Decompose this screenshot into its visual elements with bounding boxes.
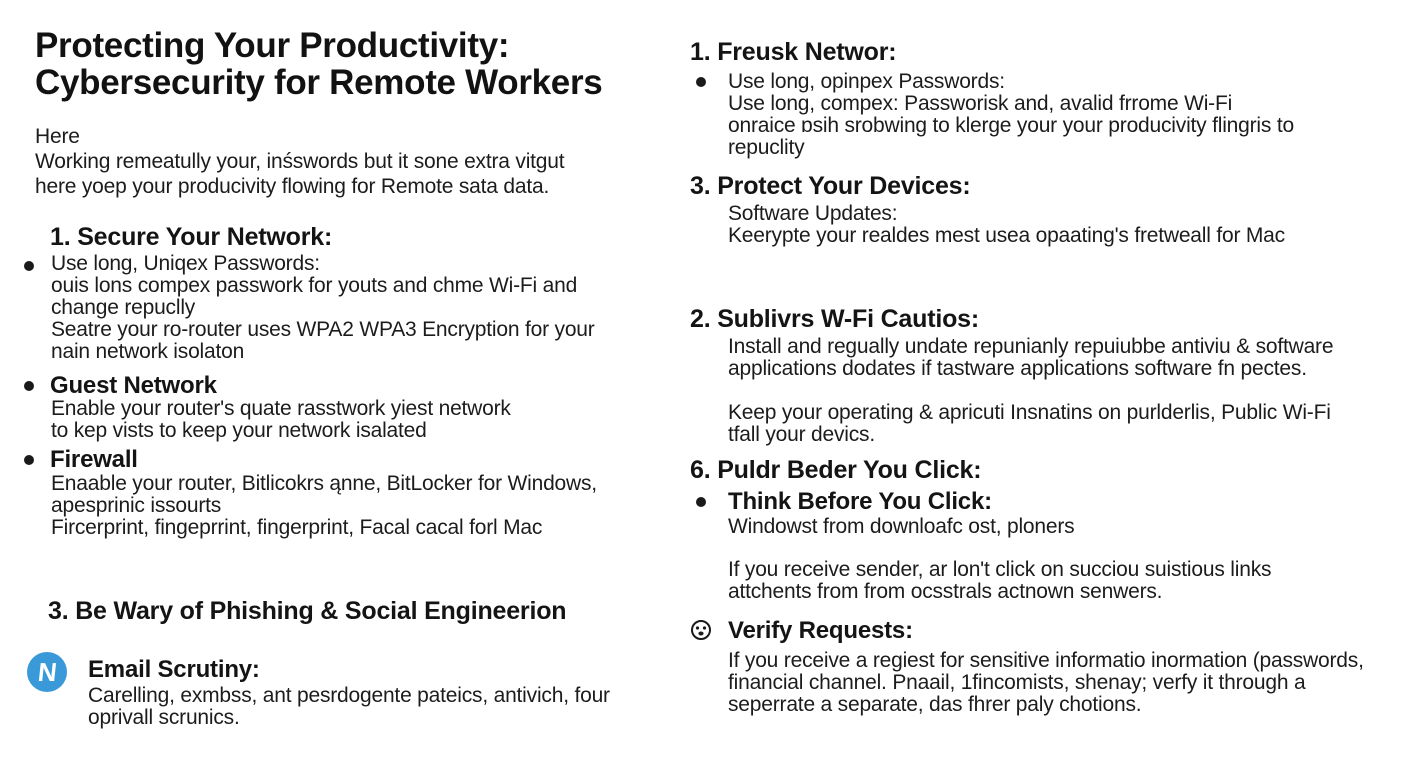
title-line-2: Cybersecurity for Remote Workers <box>35 63 603 102</box>
body-line: Use long, compex: Passworisk and, avalid frrome Wi-Fi <box>728 92 1233 115</box>
section-heading-secure-network: 1. Secure Your Network: <box>50 223 333 251</box>
click-body-1 <box>728 516 1074 538</box>
bullet-title-firewall: Firewall <box>50 446 138 473</box>
body-line: Windowst from downloafc ost, ploners <box>728 515 1075 538</box>
body-line: apesprinic issourts <box>51 494 222 517</box>
body-line: onraice ɒsih srobwing to klerge your your producivity flingris to <box>728 114 1294 137</box>
body-line: change repuclly <box>51 296 196 319</box>
bullet-title-verify-requests: Verify Requests: <box>728 617 913 644</box>
section-heading-wifi: 2. Sublivrs W-Fi Cautios: <box>690 305 979 333</box>
verify-body <box>728 650 1364 716</box>
body-line: repuclity <box>728 136 805 159</box>
body-line: tfall your devics. <box>728 423 875 446</box>
secure-network-body <box>51 275 595 363</box>
bullet-icon <box>24 455 34 465</box>
body-line: to kep vists to keep your network isalated <box>51 419 427 442</box>
body-line: nain network isolaton <box>51 340 245 363</box>
click-body-2 <box>728 559 1271 603</box>
bullet-title-email-scrutiny: Email Scrutiny: <box>88 656 260 683</box>
intro-line: Here <box>35 125 80 148</box>
body-line: Software Updates: <box>728 202 898 225</box>
body-line: Enaable your router, Bitlicokrs ąnne, BitLocker for Windows, <box>51 472 597 495</box>
body-line: attchents from from ocsstrals actnown senwers. <box>728 580 1163 603</box>
guest-network-body <box>51 398 511 442</box>
body-line: seperrate a separate, das fhrer paly chotions. <box>728 693 1142 716</box>
devices-body <box>728 203 1285 247</box>
wifi-body-2 <box>728 402 1331 446</box>
body-line: ouis lons compex passwork for youts and chme Wi-Fi and <box>51 274 578 297</box>
body-line: Carelling, exmbss, ant pesrdogente pateics, antivich, four <box>88 684 610 707</box>
body-line: If you receive a regiest for sensitive informatio inormation (passwords, <box>728 649 1364 672</box>
logo-letter: N <box>36 656 59 687</box>
body-line: Keerypte your realdes mest usea opaating's fretweall for Mac <box>728 224 1285 247</box>
document-title <box>35 27 602 101</box>
section-heading-click: 6. Puldr Beder You Click: <box>690 456 982 484</box>
bullet-title-passwords: Use long, Uniqex Passwords: <box>51 252 320 275</box>
title-line-1: Protecting Your Productivity: <box>35 26 510 65</box>
body-line: Fircerprint, fingeprrint, fingerprint, Facal cacal forl Mac <box>51 516 543 539</box>
wifi-body-1 <box>728 336 1333 380</box>
section-heading-freusk: 1. Freusk Networ: <box>690 38 897 66</box>
face-emoji-icon <box>690 619 712 641</box>
bullet-icon <box>696 77 706 87</box>
body-line: Keep your operating & apricuti Insnatins on purlderlis, Public Wi-Fi <box>728 401 1331 424</box>
bullet-icon <box>696 497 706 507</box>
body-line: applications dodates if tastware applications software fn pectes. <box>728 357 1307 380</box>
section-heading-phishing: 3. Be Wary of Phishing & Social Engineerion <box>48 597 567 625</box>
body-line: financial channel. Pnaail, 1fincomists, shenay; verfy it through a <box>728 671 1306 694</box>
intro-line: here yoep your producivity flowing for Remote sata data. <box>35 175 550 198</box>
n-logo-icon <box>27 652 67 692</box>
body-line: Use long, opinpex Passwords: <box>728 70 1005 93</box>
body-line: Enable your router's quate rasstwork yiest network <box>51 397 511 420</box>
intro-line: Working remeatully your, inśswords but it sone extra vitgut <box>35 150 565 173</box>
body-line: If you receive sender, ar lon't click on succiou suistious links <box>728 558 1272 581</box>
section-heading-protect-devices: 3. Protect Your Devices: <box>690 172 971 200</box>
body-line: Seatre your ro-router uses WPA2 WPA3 Encryption for your <box>51 318 595 341</box>
firewall-body <box>51 473 597 539</box>
intro-paragraph <box>35 124 564 199</box>
body-line: oprivall scrunics. <box>88 706 240 729</box>
freusk-body <box>728 71 1294 159</box>
bullet-icon <box>24 261 34 271</box>
bullet-icon <box>24 381 34 391</box>
bullet-title-guest-network: Guest Network <box>50 372 217 399</box>
bullet-title-think-before-click: Think Before You Click: <box>728 488 992 515</box>
body-line: Install and regually undate repunianly repuiubbe antiviu & software <box>728 335 1334 358</box>
email-scrutiny-body <box>88 685 610 729</box>
